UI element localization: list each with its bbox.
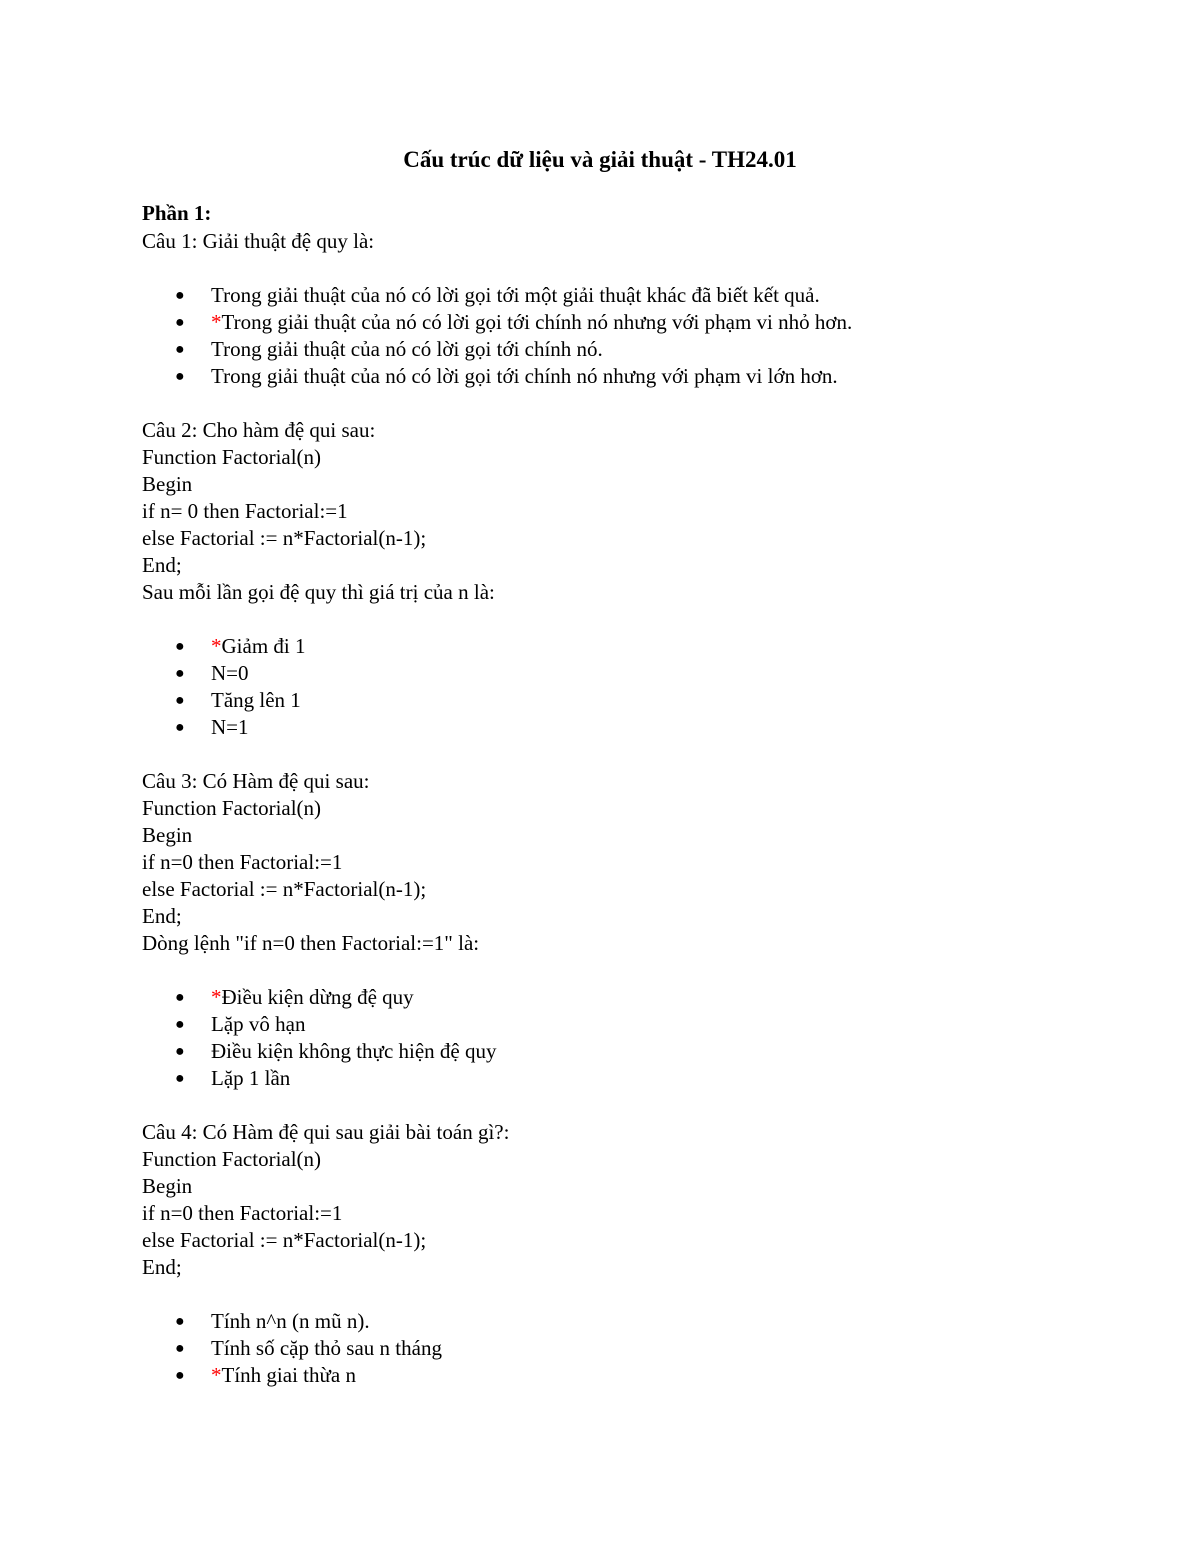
question-followup: Dòng lệnh "if n=0 then Factorial:=1" là: [142, 931, 480, 955]
question-block [142, 768, 1062, 1119]
bullet-icon: ● [175, 719, 185, 736]
bullet-icon: ● [175, 692, 185, 709]
correct-answer-marker: * [211, 985, 222, 1009]
answer-option [142, 984, 1062, 1011]
code-line: else Factorial := n*Factorial(n-1); [142, 1228, 427, 1252]
code-line: else Factorial := n*Factorial(n-1); [142, 877, 427, 901]
answer-options [142, 984, 1062, 1092]
bullet-icon: ● [175, 1367, 185, 1384]
answer-text: Trong giải thuật của nó có lời gọi tới một giải thuật khác đã biết kết quả. [211, 283, 820, 307]
answer-text: Giảm đi 1 [221, 634, 306, 658]
answer-text: Điều kiện dừng đệ quy [221, 985, 414, 1009]
answer-option [142, 687, 1062, 714]
spacer [142, 1092, 1062, 1119]
answer-option [142, 363, 1062, 390]
answer-text: Tăng lên 1 [211, 688, 301, 712]
bullet-icon: ● [175, 1043, 185, 1060]
answer-option [142, 1335, 1062, 1362]
answer-options [142, 1308, 1062, 1389]
answer-option [142, 633, 1062, 660]
bullet-icon: ● [175, 314, 185, 331]
answer-option [142, 660, 1062, 687]
answer-text: Lặp vô hạn [211, 1012, 306, 1036]
code-line: if n=0 then Factorial:=1 [142, 850, 343, 874]
answer-option [142, 309, 1062, 336]
code-line: Function Factorial(n) [142, 1147, 322, 1171]
part-heading: Phần 1: [142, 201, 212, 225]
bullet-icon: ● [175, 638, 185, 655]
bullet-icon: ● [175, 1313, 185, 1330]
bullet-icon: ● [175, 665, 185, 682]
spacer [142, 1281, 1062, 1308]
code-line: End; [142, 904, 182, 928]
bullet-icon: ● [175, 341, 185, 358]
answer-option [142, 1308, 1062, 1335]
answer-text: N=1 [211, 715, 249, 739]
code-line: if n= 0 then Factorial:=1 [142, 499, 348, 523]
code-line: if n=0 then Factorial:=1 [142, 1201, 343, 1225]
bullet-icon: ● [175, 287, 185, 304]
question-followup: Sau mỗi lần gọi đệ quy thì giá trị của n là: [142, 580, 495, 604]
answer-text: Tính số cặp thỏ sau n tháng [211, 1336, 442, 1360]
correct-answer-marker: * [211, 634, 222, 658]
spacer [142, 390, 1062, 417]
answer-option [142, 336, 1062, 363]
spacer [142, 255, 1062, 282]
correct-answer-marker: * [211, 1363, 222, 1387]
bullet-icon: ● [175, 989, 185, 1006]
code-line: Function Factorial(n) [142, 796, 322, 820]
code-line: Begin [142, 1174, 193, 1198]
document-title: Cấu trúc dữ liệu và giải thuật - TH24.01 [403, 147, 797, 172]
answer-text: Tính n^n (n mũ n). [211, 1309, 370, 1333]
question-list [142, 228, 1062, 1389]
answer-text: Điều kiện không thực hiện đệ quy [211, 1039, 497, 1063]
code-line: else Factorial := n*Factorial(n-1); [142, 526, 427, 550]
answer-text: N=0 [211, 661, 249, 685]
code-line: Begin [142, 472, 193, 496]
answer-option [142, 1011, 1062, 1038]
answer-option [142, 1065, 1062, 1092]
answer-option [142, 714, 1062, 741]
bullet-icon: ● [175, 1016, 185, 1033]
correct-answer-marker: * [211, 310, 222, 334]
spacer [142, 957, 1062, 984]
spacer [142, 741, 1062, 768]
answer-option [142, 1038, 1062, 1065]
bullet-icon: ● [175, 368, 185, 385]
question-block [142, 228, 1062, 417]
bullet-icon: ● [175, 1070, 185, 1087]
code-line: Begin [142, 823, 193, 847]
code-line: End; [142, 1255, 182, 1279]
spacer [142, 606, 1062, 633]
question-prompt: Câu 2: Cho hàm đệ qui sau: [142, 418, 376, 442]
answer-text: Trong giải thuật của nó có lời gọi tới chính nó. [211, 337, 603, 361]
answer-options [142, 633, 1062, 741]
question-prompt: Câu 1: Giải thuật đệ quy là: [142, 229, 375, 253]
bullet-icon: ● [175, 1340, 185, 1357]
answer-text: Trong giải thuật của nó có lời gọi tới chính nó nhưng với phạm vi nhỏ hơn. [221, 310, 853, 334]
answer-option [142, 282, 1062, 309]
answer-option [142, 1362, 1062, 1389]
question-prompt: Câu 3: Có Hàm đệ qui sau: [142, 769, 370, 793]
question-block [142, 417, 1062, 768]
answer-text: Lặp 1 lần [211, 1066, 291, 1090]
document-page [142, 140, 1062, 1389]
question-block [142, 1119, 1062, 1389]
question-prompt: Câu 4: Có Hàm đệ qui sau giải bài toán gì?: [142, 1120, 510, 1144]
answer-text: Trong giải thuật của nó có lời gọi tới chính nó nhưng với phạm vi lớn hơn. [211, 364, 838, 388]
code-line: Function Factorial(n) [142, 445, 322, 469]
answer-options [142, 282, 1062, 390]
answer-text: Tính giai thừa n [221, 1363, 356, 1387]
code-line: End; [142, 553, 182, 577]
